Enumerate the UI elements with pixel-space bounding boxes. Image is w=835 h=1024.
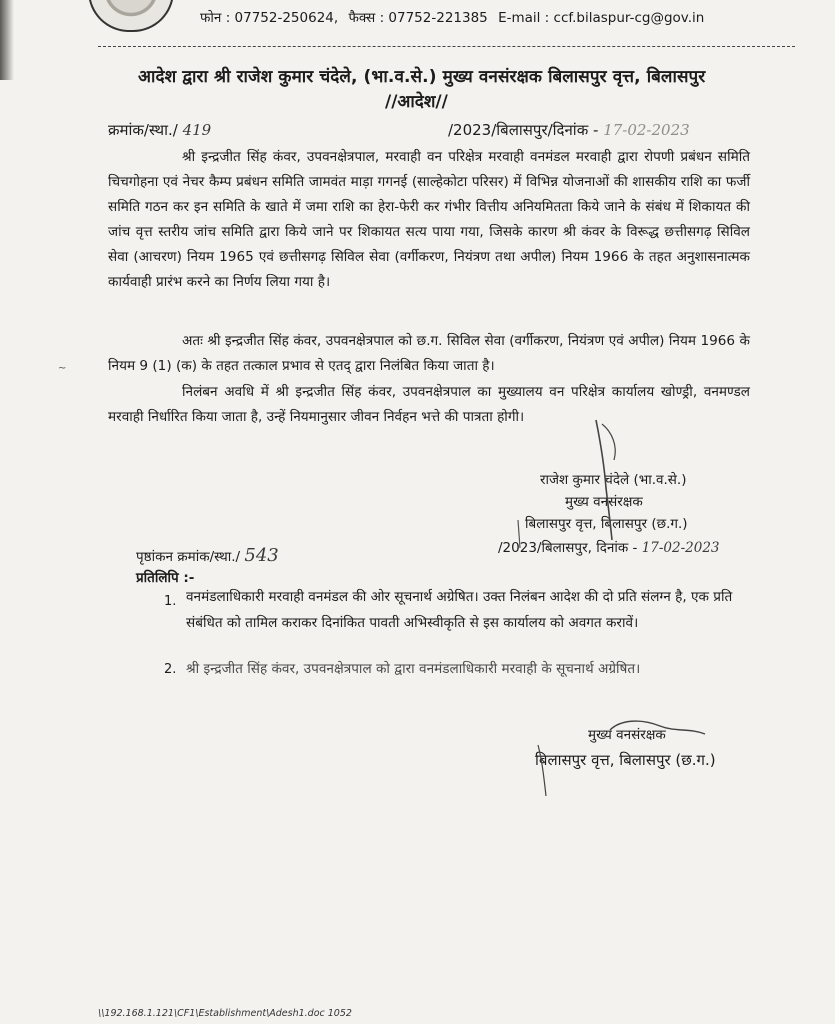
- body-paragraph-1: श्री इन्द्रजीत सिंह कंवर, उपवनक्षेत्रपाल, मरवाही वन परिक्षेत्र मरवाही वनमंडल मरवाही द्वारा रोपणी प्रबंधन समिति चिचगोहना एवं नेचर कैम्प प्रबंधन समिति जामवंत माड़ा गगनई (साल्हेकोटा परिसर) में विभिन्न योजनाओं की शासकीय राशि का फर्जी समिति गठन कर इन समिति के खाते में जमा राशि का हेरा-फेरी कर गंभीर वित्तीय अनियमितता किये जाने के संबंध में शिकायत की जांच वृत्त स्तरीय जांच समिति द्वारा किये जाने पर शिकायत सत्य पाया गया, जिसके कारण श्री कंवर के विरूद्ध छत्तीसगढ़ सिविल सेवा (आचरण) नियम 1965 एवं छत्तीसगढ़ सिविल सेवा (वर्गीकरण, नियंत्रण तथा अपील) नियम 1966 के तहत अनुशासनात्मक कार्यवाही प्रारंभ करने का निर्णय लिया गया है।: [108, 149, 750, 290]
- order-subheading: //आदेश//: [385, 92, 448, 112]
- reference-label: क्रमांक/स्था./: [108, 121, 178, 139]
- copy-item-text: श्री इन्द्रजीत सिंह कंवर, उपवनक्षेत्रपाल को द्वारा वनमंडलाधिकारी मरवाही के सूचनार्थ अग्रेषित।: [186, 661, 641, 677]
- phone-text: फोन : 07752-250624,: [200, 10, 339, 26]
- email-text: E-mail : ccf.bilaspur-cg@gov.in: [498, 10, 705, 26]
- file-path-footer: \\192.168.1.121\CF1\Establishment\Adesh1.doc 1052: [98, 1008, 352, 1019]
- signature-scribble: [518, 520, 520, 548]
- copy-item-text: वनमंडलाधिकारी मरवाही वनमंडल की ओर सूचनार्थ अग्रेषित। उक्त निलंबन आदेश की दो प्रति संलग्न है, एक प्रति संबंधित को तामिल कराकर दिनांकित पावती अभिस्वीकृति से इस कार्यालय को अवगत करावें।: [186, 589, 733, 631]
- margin-mark: ~: [58, 363, 67, 374]
- signature-scribble: [538, 745, 546, 796]
- reference-handwritten-number: 419: [182, 121, 212, 139]
- signatory-name: राजेश कुमार चंदेले (भा.व.से.): [540, 472, 687, 488]
- copy-item-number: 1.: [164, 594, 177, 609]
- reference-handwritten-date: 17-02-2023: [603, 121, 690, 139]
- body-paragraph-3: निलंबन अवधि में श्री इन्द्रजीत सिंह कंवर, उपवनक्षेत्रपाल का मुख्यालय वन परिक्षेत्र कार्यालय खोण्ड्री, वनमण्डल मरवाही निर्धारित किया जाता है, उन्हें नियमानुसार जीवन निर्वहन भत्ते की पात्रता होगी।: [108, 384, 750, 425]
- body-paragraph-2: अतः श्री इन्द्रजीत सिंह कंवर, उपवनक्षेत्रपाल को छ.ग. सिविल सेवा (वर्गीकरण, नियंत्रण एवं अपील) नियम 1966 के नियम 9 (1) (क) के तहत तत्काल प्रभाव से एतद् द्वारा निलंबित किया जाता है।: [108, 333, 750, 374]
- endorsement-handwritten-number: 543: [244, 545, 279, 566]
- endorsement-handwritten-date: 17-02-2023: [641, 540, 720, 556]
- reference-date-label: /2023/बिलासपुर/दिनांक -: [448, 121, 599, 139]
- final-signatory-designation: मुख्य वनसंरक्षक: [588, 727, 666, 743]
- copy-to-label: प्रतिलिपि :-: [136, 570, 195, 586]
- final-signatory-office: बिलासपुर वृत्त, बिलासपुर (छ.ग.): [535, 751, 716, 769]
- order-heading: आदेश द्वारा श्री राजेश कुमार चंदेले, (भा.व.से.) मुख्य वनसंरक्षक बिलासपुर वृत्त, बिलासपुर: [138, 67, 706, 87]
- endorsement-date-label: /2023/बिलासपुर, दिनांक -: [498, 540, 638, 556]
- signature-scribble: [610, 721, 705, 734]
- signatory-office: बिलासपुर वृत्त, बिलासपुर (छ.ग.): [525, 516, 688, 532]
- endorsement-label: पृष्ठांकन क्रमांक/स्था./: [136, 549, 241, 565]
- signature-scribble: [602, 424, 615, 460]
- signature-scribble: [596, 420, 612, 540]
- fax-text: फैक्स : 07752-221385: [348, 10, 488, 26]
- copy-item-number: 2.: [164, 662, 177, 677]
- signatory-designation: मुख्य वनसंरक्षक: [565, 494, 643, 510]
